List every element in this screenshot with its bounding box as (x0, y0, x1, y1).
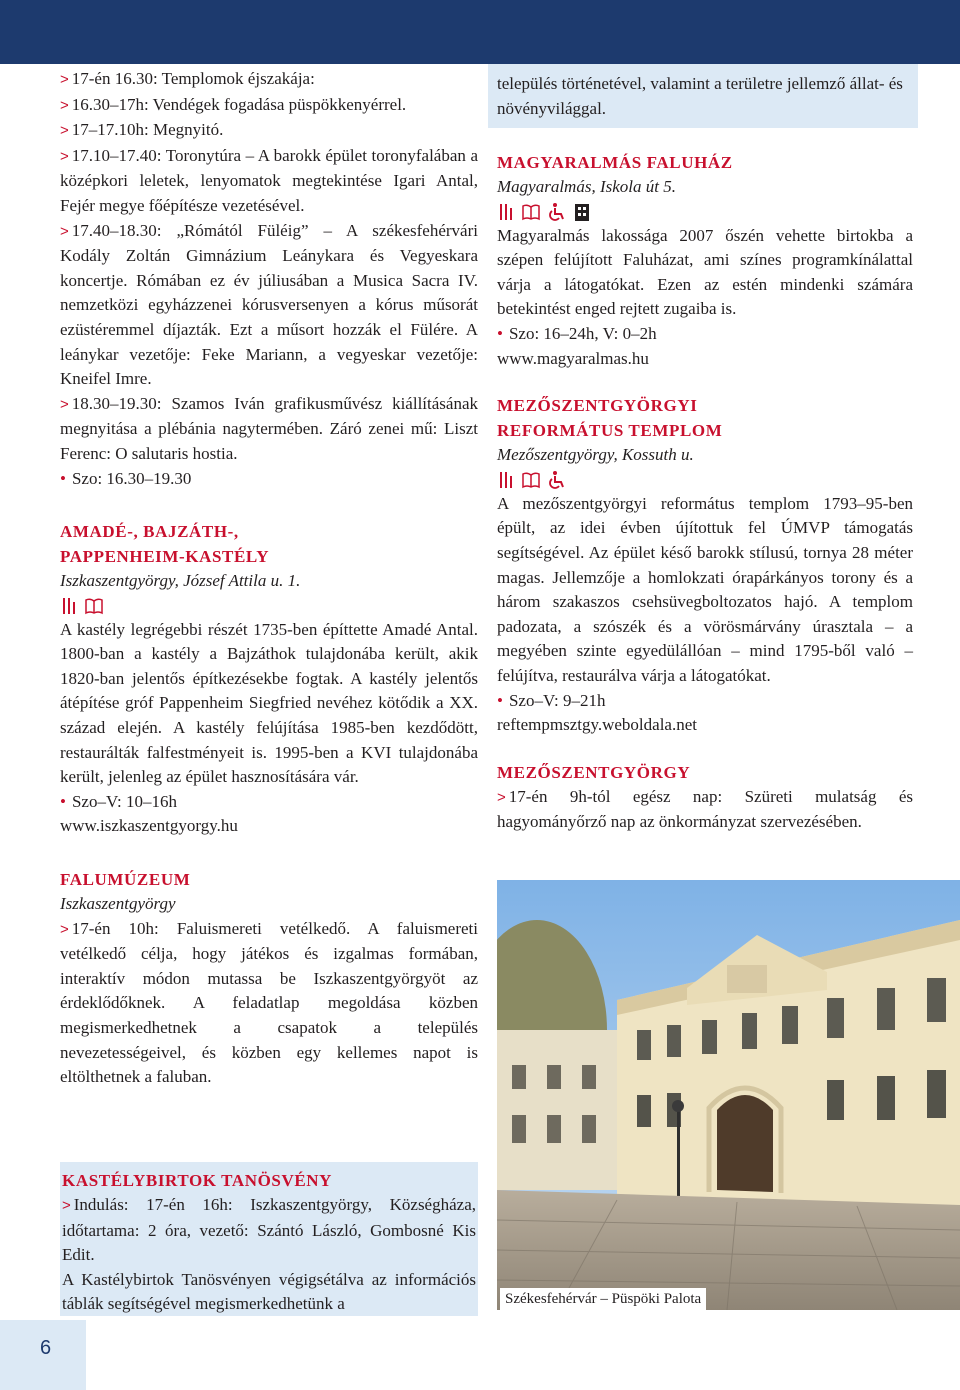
section-body: Magyaralmás lakossága 2007 őszén vehette birtokba a szépen felújított Faluházat, ami színes programkínálattal várja a látogatókat. Ezen az estén mindenki számára betekintést enged rejtett zugaiba is. (497, 225, 913, 319)
schedule-item: > 16.30–17h: Vendégek fogadása püspökkenyérrel. (60, 94, 407, 114)
palace-photo-illustration (497, 880, 960, 1310)
address: Magyaralmás, Iskola út 5. (497, 177, 676, 196)
opening-hours: • Szo: 16–24h, V: 0–2h (497, 323, 657, 343)
section-title-reformatus: MEZŐSZENTGYÖRGYI (497, 396, 698, 416)
website-link[interactable]: www.magyaralmas.hu (497, 348, 649, 368)
schedule-item: > 18.30–19.30: Szamos Iván grafikusművész kiállításának megnyitása a plébánia nagytermében. Záró zenei mű: Liszt Ferenc: O salutaris hostia. (60, 393, 478, 463)
opening-hours: • Szo–V: 10–16h (60, 791, 177, 811)
info-icon (497, 202, 515, 222)
schedule-item: > 17–17.10h: Megnyitó. (60, 120, 224, 140)
section-title-tanosveny: KASTÉLYBIRTOK TANÖSVÉNY (62, 1171, 333, 1190)
left-column (60, 67, 478, 1090)
section-title-falumuzeum: FALUMÚZEUM (60, 870, 191, 890)
section-body: A kastély legrégebbi részét 1735-ben építtette Amadé Antal. 1800-ban a kastély a Bajzáthok tulajdonába került, akik 1820-ban jelentős építkezésekbe fogtak. A kastély jelentős átépítése gróf Pappenheim Siegfried nevéhez kötődik a XX. század elején. A kastély felújítása 1985-ben kezdődött, restaurálták falfestményeit is. 1995-ben a KVI tulajdonába került, jelenleg az épület hasznosítására vár. (60, 619, 478, 787)
address: Iszkaszentgyörgy (60, 894, 176, 914)
section-title-kastely-2: PAPPENHEIM-KASTÉLY (60, 547, 270, 567)
info-icon (497, 470, 515, 490)
address: Mezőszentgyörgy, Kossuth u. (497, 445, 694, 465)
section-body: A Kastélybirtok Tanösvényen végigsétálva az információs táblák segítségével megismerkedhetünk a (62, 1269, 476, 1314)
tanosveny-box (60, 1162, 478, 1316)
opening-hours: • Szo–V: 9–21h (497, 690, 606, 710)
wheelchair-icon (547, 202, 567, 222)
section-title-faluhaz: MAGYARALMÁS FALUHÁZ (497, 153, 733, 172)
info-icon (60, 596, 78, 616)
opening-hours: • Szo: 16.30–19.30 (60, 468, 192, 488)
facility-icons (497, 200, 913, 224)
schedule-item: > 17-én 9h-tól egész nap: Szüreti mulatság és hagyományőrző nap az önkormányzat szervezésében. (497, 786, 913, 832)
building-icon (573, 202, 591, 222)
wheelchair-icon (547, 470, 567, 490)
book-icon (521, 470, 541, 490)
section-title-kastely: AMADÉ-, BAJZÁTH-, (60, 522, 239, 542)
facility-icons (497, 468, 913, 492)
section-title-mezo: MEZŐSZENTGYÖRGY (497, 762, 691, 782)
palace-photo (497, 880, 960, 1310)
schedule-item: > 17.40–18.30: „Rómától Füléig” – A székesfehérvári Kodály Zoltán Gimnázium Leánykara és Vegyeskara koncertje. Rómában ez év júliusában a Musica Sacra IV. nemzetközi egyházzenei kórusversenyen a kórus műsorát ezüstéremmel díjazták. Ezt a műsort hozzák el Fülére. A leánykar vezetője: Feke Mariann, a vegyeskar vezetője: Kneifel Imre. (60, 220, 478, 389)
continuation-box (488, 64, 918, 128)
address: Iszkaszentgyörgy, József Attila u. 1. (60, 571, 301, 591)
photo-caption: Székesfehérvár – Püspöki Palota (500, 1288, 706, 1310)
facility-icons (60, 594, 478, 618)
book-icon (521, 202, 541, 222)
page-number: 6 (40, 1337, 52, 1359)
right-column (497, 150, 913, 835)
top-banner (0, 0, 960, 64)
section-body: A mezőszentgyörgyi református templom 1793–95-ben épült, az idei évben újítottuk fel ÚMVP támogatás segítségével. Az épület késő barokk stílusú, tornya 28 méter magas. Jellemzője a homlokzati órapárkányos torony és a három szakaszos csehsüvegboltozatos hajó. A templom padozata, a szószék és a vörösmárvány úrasztala – a megyében szinte egyedülállóan – mind 1795-ből való – felújítva, restaurálva várja a látogatókat. (497, 493, 913, 685)
schedule-item: > 17.10–17.40: Toronytúra – A barokk épület toronyfalában a középkori leletek, lenyomatok megtekintése Igari Antal, Fejér megye főépítésze vezetésével. (60, 145, 478, 215)
schedule-item: > Indulás: 17-én 16h: Iszkaszentgyörgy, Községháza, időtartama: 2 óra, vezető: Szántó László, Gombosné Kis Edit. (62, 1195, 476, 1265)
website-link[interactable]: reftempmsztgy.weboldala.net (497, 715, 697, 735)
schedule-item: > 17-én 16.30: Templomok éjszakája: (60, 69, 315, 88)
book-icon (84, 596, 104, 616)
website-link[interactable]: www.iszkaszentgyorgy.hu (60, 816, 238, 836)
continuation-text: település történetével, valamint a területre jellemző állat- és növényvilággal. (497, 74, 903, 118)
section-title-reformatus-2: REFORMÁTUS TEMPLOM (497, 421, 723, 441)
section-body: > 17-én 10h: Faluismereti vetélkedő. A faluismereti vetélkedő célja, hogy játékos és izgalmas formában, interaktív módon mutassa be Iszkaszentgyörgyöt az érdeklődőknek. A feladatlap megoldása közben megismerkedhetnek a csapatok a település nevezetességeivel, és közben egy kellemes napot is eltölthetnek a faluban. (60, 918, 478, 1087)
